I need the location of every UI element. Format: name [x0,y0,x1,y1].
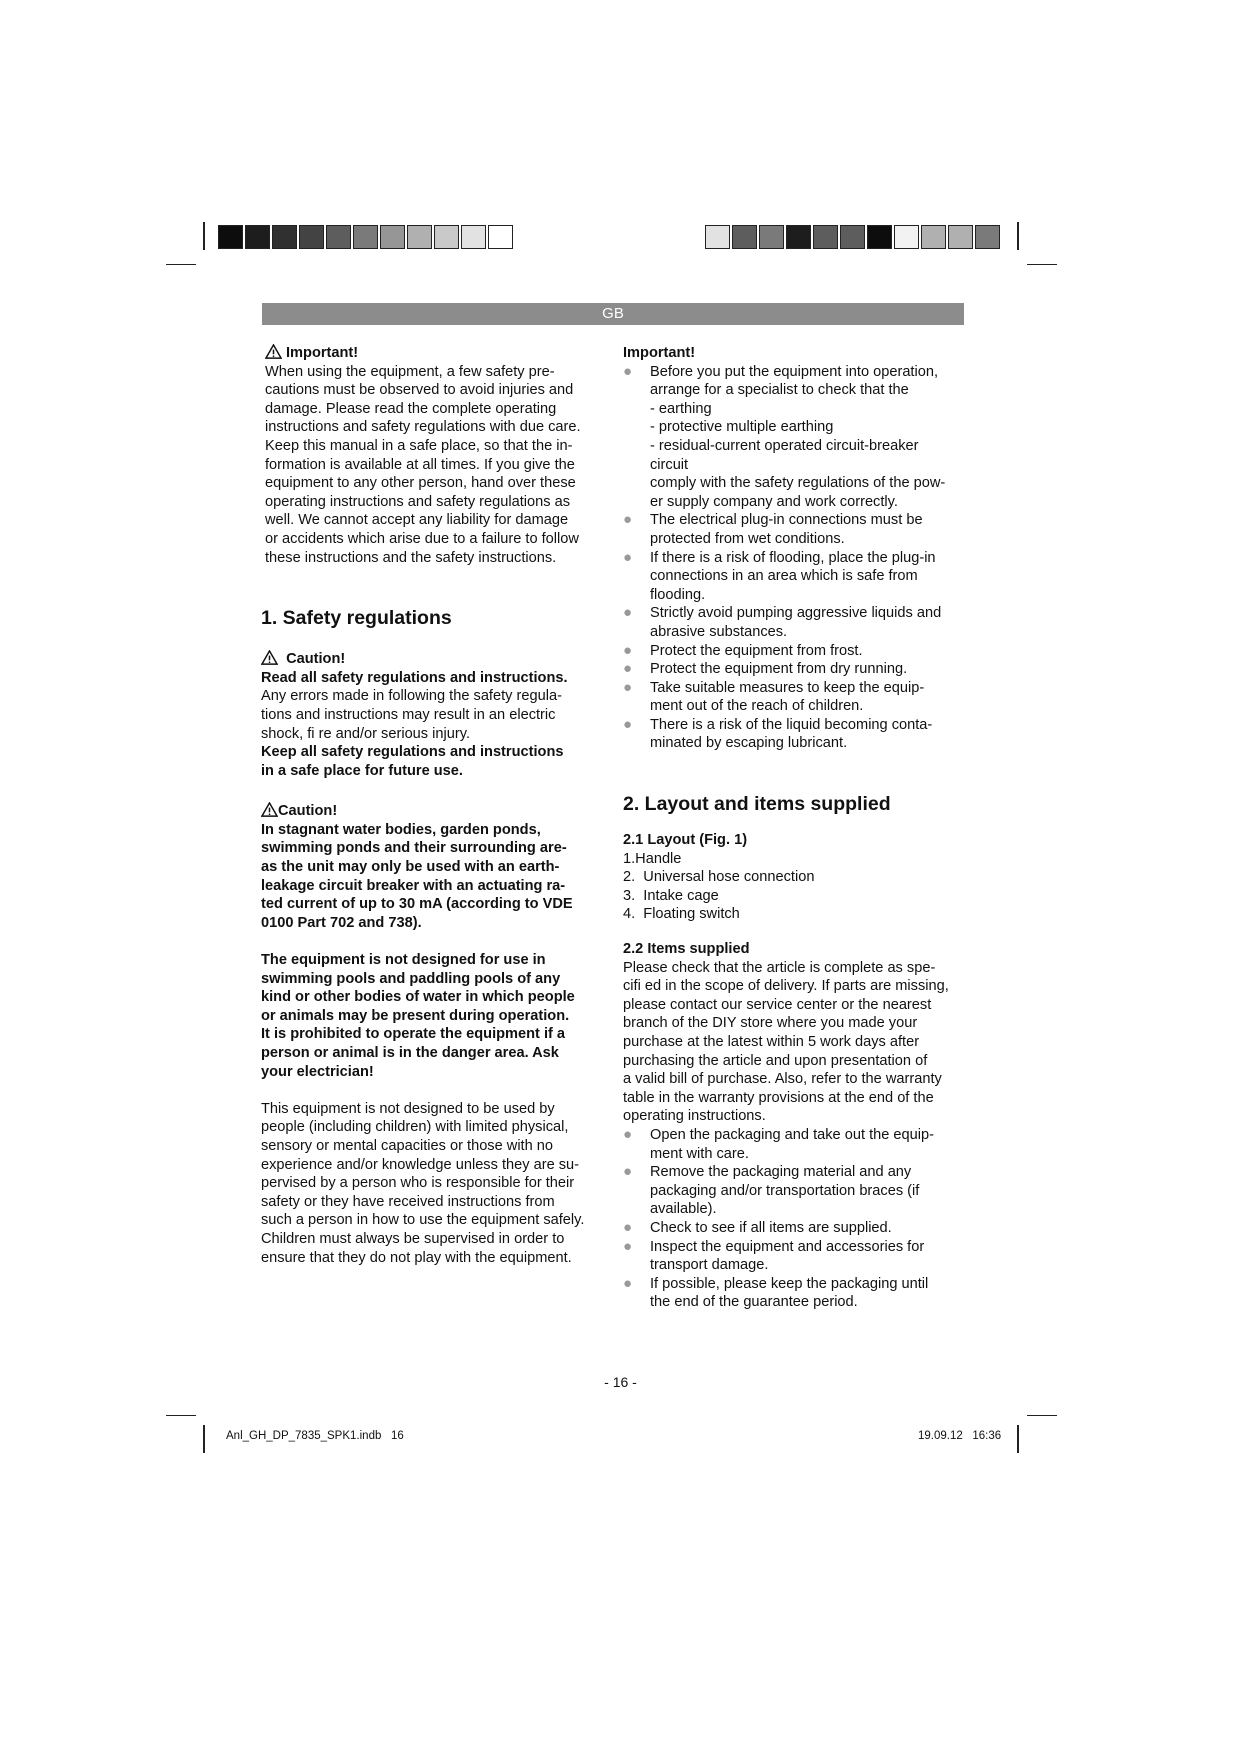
bullet-icon: ● [623,660,633,678]
color-swatch [245,225,270,249]
items-supplied-title: 2.2 Items supplied [623,941,750,958]
warning-icon [261,802,278,817]
layout-item: 4. Floating switch [623,906,740,923]
layout-item: 2. Universal hose connection [623,869,815,886]
language-header: GB [262,303,964,325]
bullet-text: Open the packaging and take out the equip- ment with care. [650,1126,934,1162]
warning-icon [265,344,282,359]
bullet-text: Protect the equipment from dry running. [650,661,908,678]
bullet-icon: ● [623,604,633,622]
left-column [261,344,601,1267]
color-swatch [488,225,513,249]
color-swatch [461,225,486,249]
crop-mark-right-top-h [1027,264,1057,265]
bullet-icon: ● [623,715,633,733]
supplied-bullet-item [623,1126,968,1163]
bullet-text: Strictly avoid pumping aggressive liquids and abrasive substances. [650,605,942,640]
color-swatch [867,225,892,249]
bullet-text: If possible, please keep the packaging until the end of the guarantee period. [650,1275,929,1311]
color-swatch [948,225,973,249]
bullet-icon: ● [623,511,633,529]
important-title-right: Important! [623,345,696,361]
color-swatch [975,225,1000,249]
important-bullet-item [623,549,968,605]
items-supplied-text: Please check that the article is complete as spe- cifi ed in the scope of delivery. If parts are missing, please contact our service center or the nearest branch of the DIY store where you made your purchase at the latest within 5 work days after purchasing the article and upon presentation of a valid bill of purchase. Also, refer to the warranty table in the warranty provisions at the end of the operating instructions. [623,959,949,1125]
color-swatch [299,225,324,249]
bullet-icon: ● [623,548,633,566]
bullet-text: Before you put the equipment into operation, arrange for a specialist to check that the - earthing - protective multiple earthing - residual-current operated circuit-breaker circuit comply with the safety regulations of the pow- er supply company and work correctly. [650,363,946,510]
layout-title: 2.1 Layout (Fig. 1) [623,832,748,849]
footer-file-name: Anl_GH_DP_7835_SPK1.indb 16 [226,1430,404,1442]
bullet-text: The electrical plug-in connections must be protected from wet conditions. [650,512,923,547]
color-swatch [921,225,946,249]
bullet-icon: ● [623,362,633,380]
color-swatch [353,225,378,249]
supplied-bullet-item [623,1163,968,1219]
color-swatch [840,225,865,249]
footer-date-time: 19.09.12 16:36 [918,1430,1002,1442]
crop-mark-left-top [203,222,205,250]
intro-text: When using the equipment, a few safety pre- cautions must be observed to avoid injuries and damage. Please read the complete operating instructions and safety regulations with due care. Keep this manual in a safe place, so that the in- formation is available at all times. If you give the equipment to any other person, hand over these operating instructions and safety regulations as well. We cannot accept any liability for damage or accidents which arise due to a failure to follow these instructions and the safety instructions. [265,363,581,566]
children-text: This equipment is not designed to be used by people (including children) with limited physical, sensory or mental capacities or those with no experience and/or knowledge unless they are su- pervised by a person who is responsible for their safety or they have received instructions from such a person in how to use the equipment safely. Children must always be supervised in order to ensure that they do not play with the equipment. [261,1100,585,1266]
color-swatch [272,225,297,249]
color-swatch [218,225,243,249]
warning-icon [261,650,278,665]
bullet-icon: ● [623,1163,633,1181]
caution-1-bold: Read all safety regulations and instructions. [261,669,568,686]
crop-mark-right-bottom [1017,1425,1019,1453]
crop-mark-right-top [1017,222,1019,250]
section-1-title: 1. Safety regulations [261,607,452,630]
important-bullet-item [623,679,968,716]
important-bullet-item [623,716,968,753]
crop-mark-left-bottom [203,1425,205,1453]
layout-list [623,850,968,924]
crop-mark-left-bottom-h [166,1415,196,1416]
bullet-icon: ● [623,1274,633,1292]
section-2-title: 2. Layout and items supplied [623,793,891,816]
bullet-text: Protect the equipment from frost. [650,642,863,659]
not-designed-warning: The equipment is not designed for use in swimming pools and paddling pools of any kind or other bodies of water in which people or animals may be present during operation. It is prohibited to operate the equipment if a person or animal is in the danger area. Ask your electrician! [261,952,575,1080]
important-title: Important! [286,345,359,361]
bullet-text: Inspect the equipment and accessories for transport damage. [650,1238,925,1274]
crop-mark-right-bottom-h [1027,1415,1057,1416]
bullet-text: Check to see if all items are supplied. [650,1219,892,1236]
important-bullet-item [623,511,968,548]
important-bullet-item [623,660,968,679]
color-swatch [705,225,730,249]
color-swatch [732,225,757,249]
color-swatch [434,225,459,249]
layout-item: 1.Handle [623,850,682,867]
color-swatch [326,225,351,249]
color-swatch [380,225,405,249]
supplied-bullet-item [623,1219,968,1238]
important-bullet-list [623,363,968,753]
important-bullet-item [623,604,968,641]
bullet-icon: ● [623,641,633,659]
important-bullet-item [623,642,968,661]
bullet-icon: ● [623,678,633,696]
caution-1-text: Any errors made in following the safety regula- tions and instructions may result in an electric shock, fi re and/or serious injury. [261,688,562,742]
crop-mark-left-top-h [166,264,196,265]
color-swatch [813,225,838,249]
caution-2-title: Caution! [278,803,338,820]
bullet-text: There is a risk of the liquid becoming conta- minated by escaping lubricant. [650,716,933,752]
caution-1-bold-2: Keep all safety regulations and instructions in a safe place for future use. [261,744,564,779]
supplied-bullet-item [623,1238,968,1275]
color-swatch [759,225,784,249]
color-swatch [407,225,432,249]
color-swatch [894,225,919,249]
bullet-text: Remove the packaging material and any packaging and/or transportation braces (if available). [650,1164,920,1218]
bullet-text: If there is a risk of flooding, place the plug-in connections in an area which is safe from flooding. [650,549,936,603]
color-swatch [786,225,811,249]
supplied-bullet-item [623,1275,968,1312]
bullet-icon: ● [623,1218,633,1236]
bullet-icon: ● [623,1237,633,1255]
important-bullet-item [623,363,968,512]
items-supplied-bullet-list [623,1126,968,1312]
bullet-text: Take suitable measures to keep the equip- ment out of the reach of children. [650,679,925,715]
right-column [623,344,968,1312]
color-calibration-bar-right [705,225,1002,251]
page-number: - 16 - [604,1374,637,1390]
bullet-icon: ● [623,1125,633,1143]
caution-1-title: Caution! [286,651,346,668]
color-calibration-bar-left [218,225,515,251]
caution-2-bold: In stagnant water bodies, garden ponds, swimming ponds and their surrounding are- as the unit may only be used with an earth- leakage circuit breaker with an actuating ra- ted current of up to 30 mA (according to VDE 0100 Part 702 and 738). [261,821,573,931]
layout-item: 3. Intake cage [623,887,719,904]
